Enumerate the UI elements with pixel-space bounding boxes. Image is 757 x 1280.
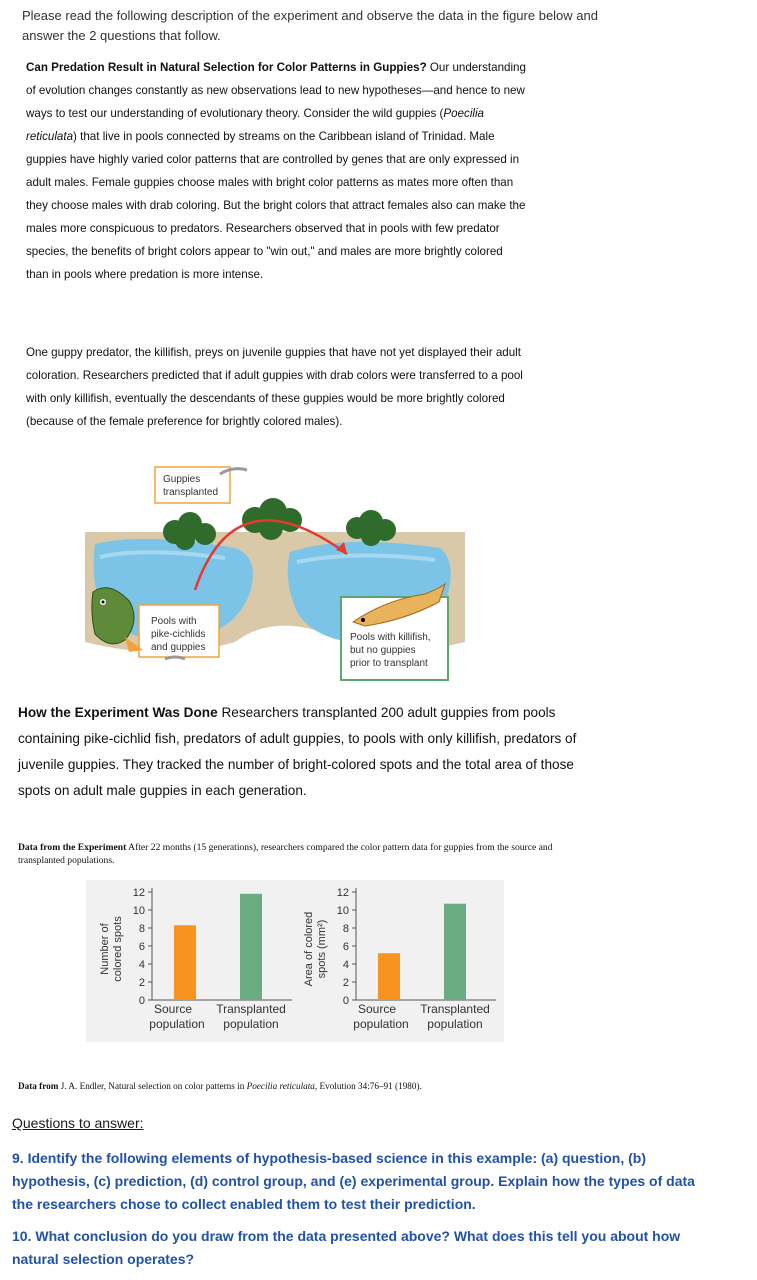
question-10: 10. What conclusion do you draw from the data presented above? What does this tell you about how natural selection operates? [12, 1228, 681, 1267]
transplant-illustration [85, 462, 465, 690]
y-tick-label-1-3: 6 [342, 941, 349, 953]
y-axis-label-1: Area of coloredspots (mm²) [303, 911, 328, 987]
method-title: How the Experiment Was Done [18, 705, 218, 720]
y-tick-label-0-4: 8 [138, 923, 145, 935]
y-tick-label-1-0: 0 [342, 995, 349, 1007]
passage-text-b: ) that live in pools connected by streams on the Caribbean island of Trinidad. Male guppies have highly varied color patterns that are controlled by genes that are only expressed in adult males. Female guppies choose males with bright color patterns as mates more often than they choose males with drab coloring. But the bright colors that attract females also can make the males more conspicuous to predators. Researchers observed that in pools with few predator species, the benefits of bright colors appear to "win out," and males are more brightly colored than in pools where predation is more intense. [26, 130, 526, 281]
y-tick-label-1-4: 8 [342, 923, 349, 935]
x-label-0-1-a: Transplanted [216, 1002, 286, 1016]
citation-species: Poecilia reticulata [246, 1081, 315, 1091]
x-label-1-1-a: Transplanted [420, 1002, 490, 1016]
y-tick-label-1-5: 10 [336, 905, 349, 917]
label-top-line1: Guppies [163, 474, 201, 485]
bar-1-1 [444, 904, 466, 1000]
label-top-line2: transplanted [163, 487, 219, 498]
instructions-text: Please read the following description of the experiment and observe the data in the figure below and answer the 2 questions that follow. [22, 8, 598, 43]
bar-charts [86, 880, 504, 1042]
x-label-1-0-b: population [353, 1017, 409, 1031]
label-right-line2: but no guppies [350, 645, 416, 656]
y-tick-label-1-1: 2 [342, 977, 349, 989]
y-axis-label-0: Number ofcolored spots [99, 916, 124, 982]
citation [18, 1081, 618, 1091]
citation-text1: J. A. Endler, Natural selection on color patterns in [60, 1081, 247, 1091]
label-right-line1: Pools with killifish, [350, 632, 431, 643]
passage-text-a: Our understanding of evolution changes constantly as new observations lead to new hypotheses—and hence to new ways to test our understanding of evolutionary theory. Consider the wild guppies ( [26, 61, 526, 120]
x-label-0-1-b: population [223, 1017, 279, 1031]
y-tick-label-0-3: 6 [138, 941, 145, 953]
passage-title: Can Predation Result in Natural Selection for Color Patterns in Guppies? [26, 61, 427, 74]
x-label-0-0-b: population [149, 1017, 205, 1031]
y-tick-label-1-6: 12 [336, 887, 349, 899]
y-tick-label-0-6: 12 [132, 887, 145, 899]
citation-text2: 34:76–91 (1980). [355, 1081, 422, 1091]
label-left-line1: Pools with [151, 616, 197, 627]
x-label-1-1-b: population [427, 1017, 483, 1031]
bar-0-0 [174, 925, 196, 1000]
y-tick-label-0-1: 2 [138, 977, 145, 989]
species-name: Poecilia reticulata [26, 107, 485, 143]
data-caption-text: After 22 months (15 generations), researchers compared the color pattern data for guppies from the source and transplanted populations. [18, 842, 553, 866]
question-9: 9. Identify the following elements of hypothesis-based science in this example: (a) question, (b) hypothesis, (c) prediction, (d) control group, and (e) experimental group. Explain how the types of data the researchers chose to collect enabled them to test their prediction. [12, 1150, 695, 1212]
method-paragraph [18, 700, 578, 804]
label-left-line2: pike-cichlids [151, 629, 206, 640]
questions-heading: Questions to answer: [12, 1115, 144, 1131]
bar-0-1 [240, 894, 262, 1000]
y-tick-label-0-5: 10 [132, 905, 145, 917]
x-label-1-0-a: Source [357, 1002, 397, 1016]
data-caption-title: Data from the Experiment [18, 842, 127, 853]
citation-prefix: Data from [18, 1081, 61, 1091]
bar-1-0 [378, 953, 400, 1000]
guppy-small-icon [165, 657, 185, 659]
citation-journal: , Evolution [314, 1081, 356, 1091]
passage-background [26, 56, 526, 286]
y-tick-label-0-0: 0 [138, 995, 145, 1007]
label-left-line3: and guppies [151, 642, 206, 653]
y-tick-label-0-2: 4 [138, 959, 145, 971]
method-text: Researchers transplanted 200 adult guppies from pools containing pike-cichlid fish, predators of adult guppies, to pools with only killifish, predators of juvenile guppies. They tracked the number of bright-colored spots and the total area of those spots on adult male guppies in each generation. [18, 705, 577, 798]
data-caption [18, 842, 578, 867]
x-label-0-0-a: Source [153, 1002, 193, 1016]
passage-prediction: One guppy predator, the killifish, preys on juvenile guppies that have not yet displayed their adult coloration. Researchers predicted that if adult guppies with drab colors were transferred to a pool with only killifish, eventually the descendants of these guppies would be more brightly colored (because of the female preference for brightly colored males). [26, 346, 523, 428]
label-right-line3: prior to transplant [350, 658, 428, 669]
y-tick-label-1-2: 4 [342, 959, 349, 971]
